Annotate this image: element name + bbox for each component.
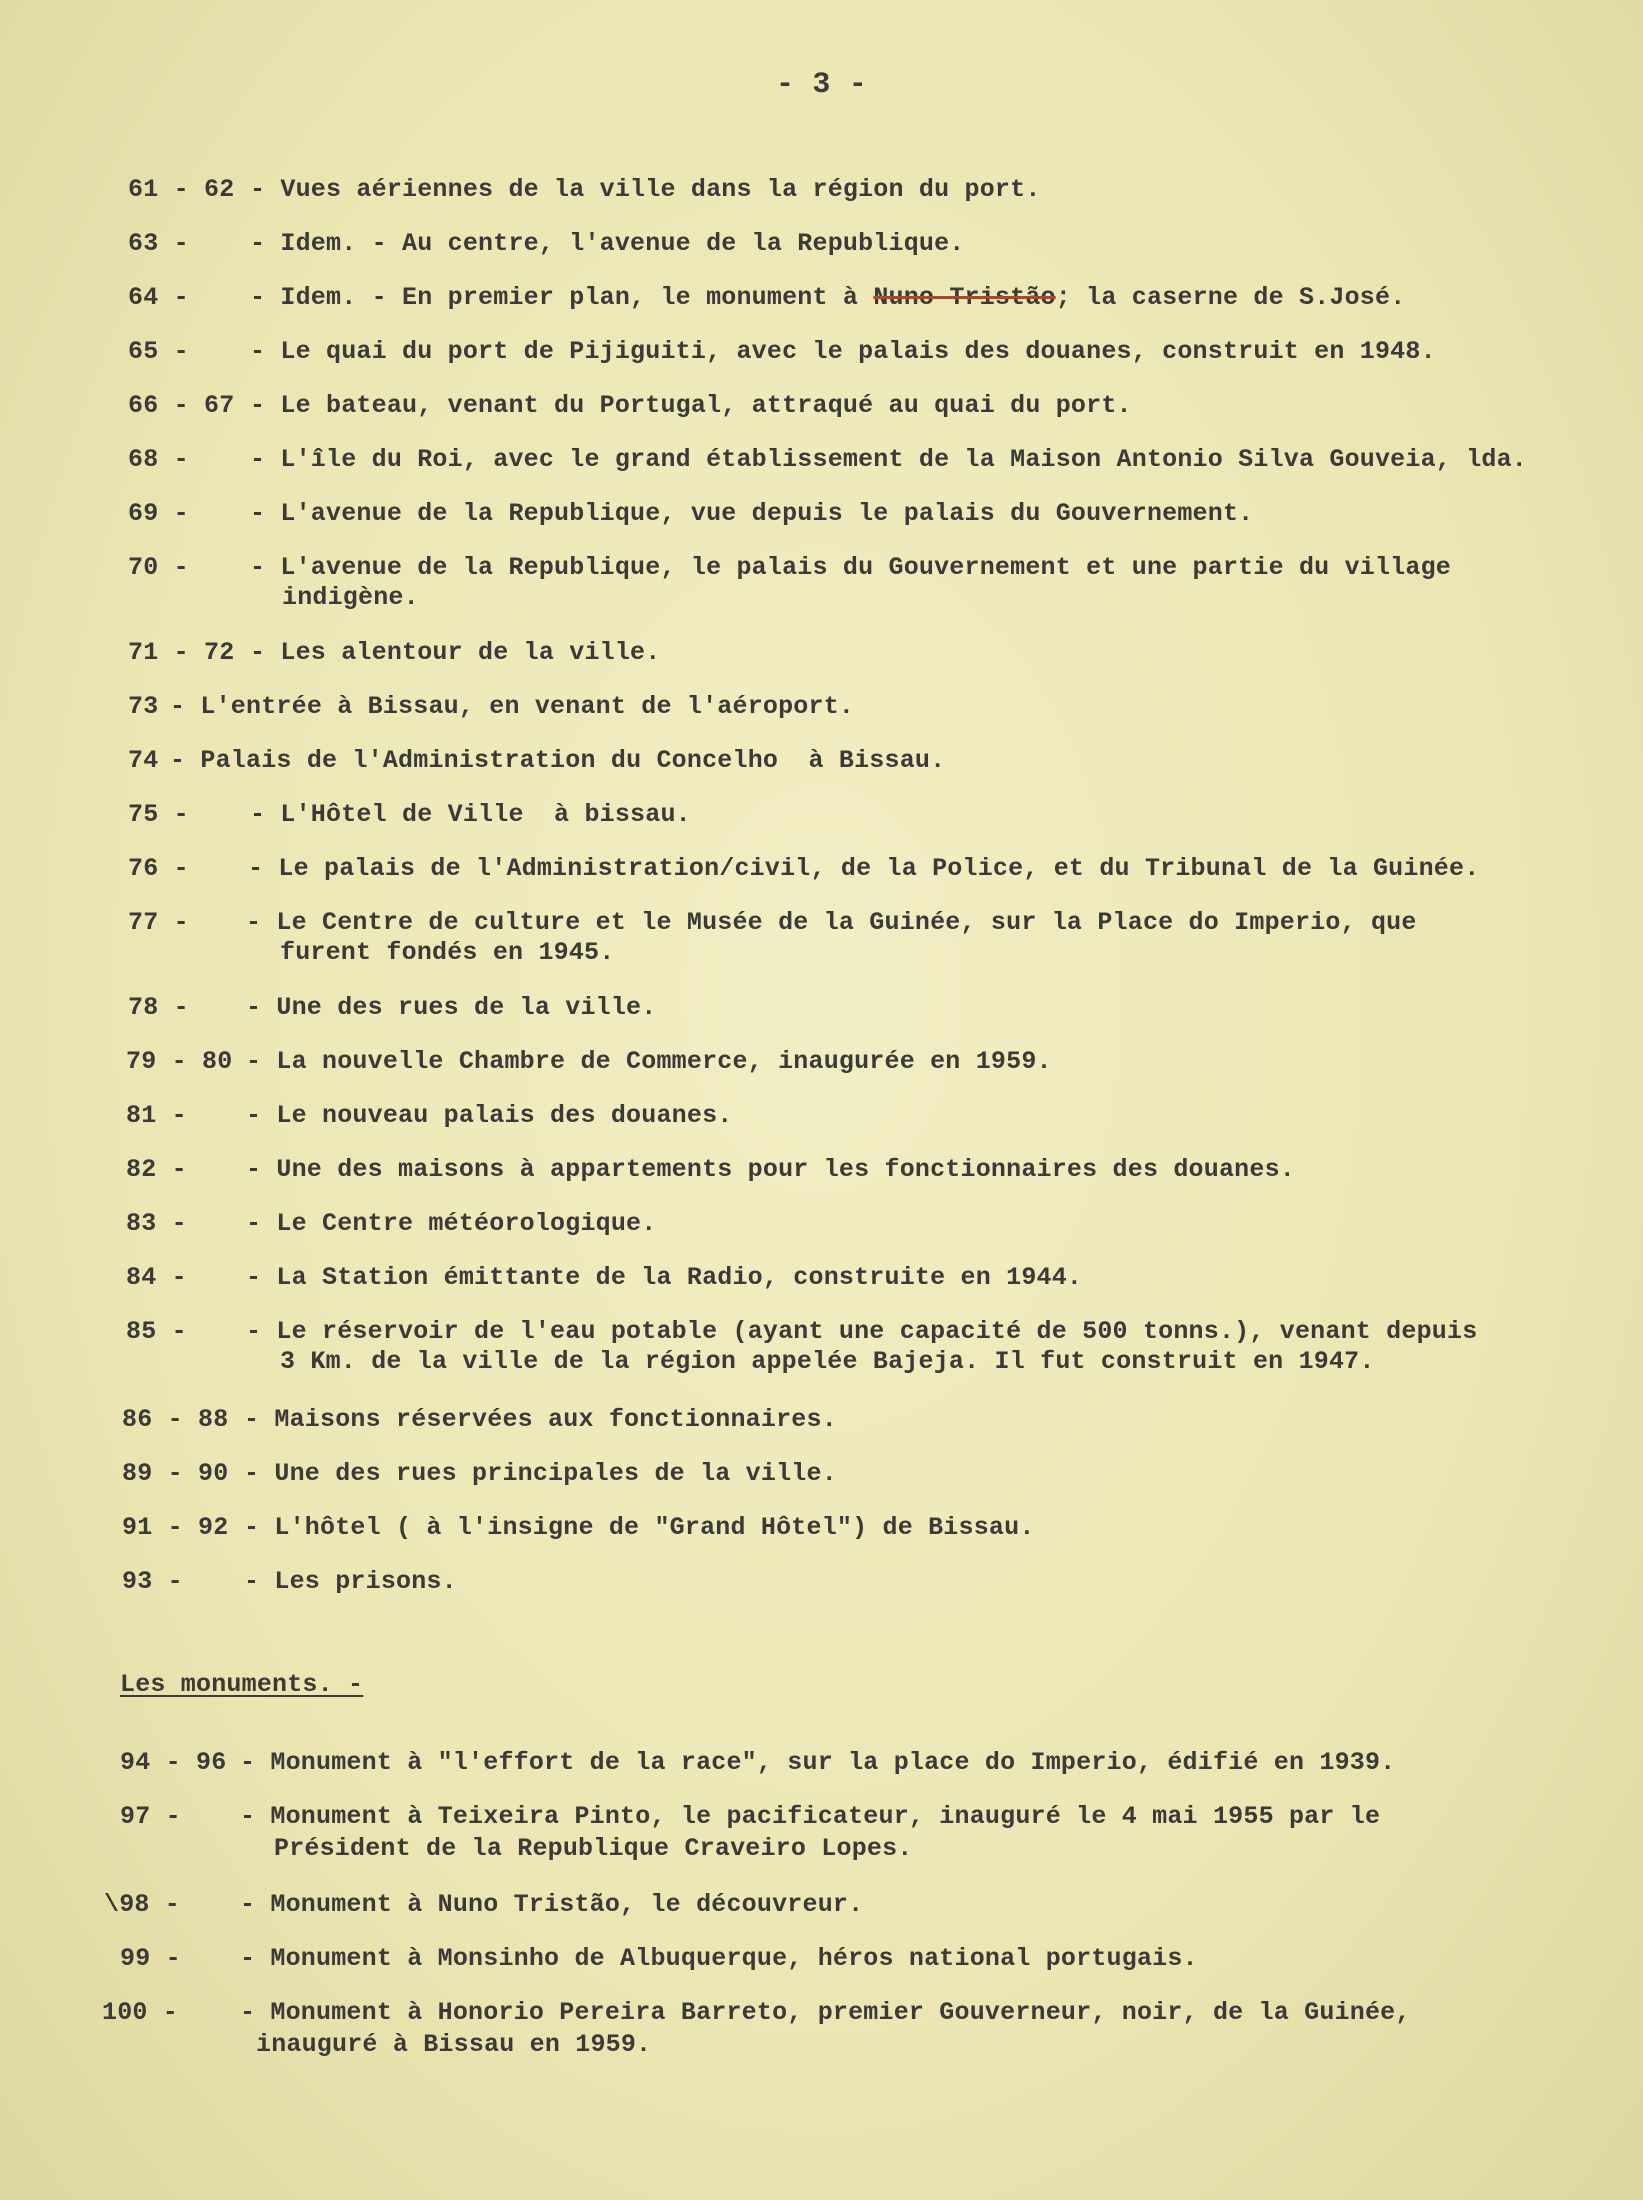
entry-text: - Palais de l'Administration du Concelho à Bissau. (170, 746, 946, 775)
entry-text: - Monument à Monsinho de Albuquerque, héros national portugais. (240, 1944, 1198, 1973)
entry-text: - Monument à Teixeira Pinto, le pacificateur, inauguré le 4 mai 1955 par le (240, 1802, 1381, 1831)
entry-number: 86 - 88 (122, 1405, 229, 1434)
entry-number: 73 (128, 692, 159, 721)
entry-text: - Idem. - En premier plan, le monument à Nuno Tristão; la caserne de S.José. (250, 283, 1406, 312)
entry-text: - Une des rues de la ville. (246, 993, 657, 1022)
entry-number: 91 - 92 (122, 1513, 229, 1542)
entry-text: - Une des maisons à appartements pour les fonctionnaires des douanes. (246, 1155, 1295, 1184)
entry-text: - L'entrée à Bissau, en venant de l'aéroport. (170, 692, 855, 721)
entry-text: - Le Centre météorologique. (246, 1209, 657, 1238)
entry-text-continuation: Président de la Republique Craveiro Lopes. (274, 1834, 913, 1863)
entry-text-continuation: furent fondés en 1945. (280, 938, 615, 967)
entry-text: - L'hôtel ( à l'insigne de "Grand Hôtel") de Bissau. (244, 1513, 1035, 1542)
entry-number: 81 - (126, 1101, 187, 1130)
entry-text: - Le quai du port de Pijiguiti, avec le palais des douanes, construit en 1948. (250, 337, 1436, 366)
entry-number: \98 - (104, 1890, 181, 1919)
section-heading: Les monuments. - (120, 1670, 364, 1699)
entry-text-continuation: inauguré à Bissau en 1959. (256, 2030, 652, 2059)
entry-number: 63 - (128, 229, 189, 258)
entry-text: - Monument à "l'effort de la race", sur la place do Imperio, édifié en 1939. (240, 1748, 1396, 1777)
entry-number: 85 - (126, 1317, 187, 1346)
entry-number: 84 - (126, 1263, 187, 1292)
entry-text: - Les alentour de la ville. (250, 638, 661, 667)
entry-number: 70 - (128, 553, 189, 582)
entry-text: - Les prisons. (244, 1567, 457, 1596)
entry-number: 89 - 90 (122, 1459, 229, 1488)
entry-number: 100 - (102, 1998, 179, 2027)
page-number: - 3 - (775, 68, 867, 102)
struck-text: Nuno Tristão (873, 283, 1056, 312)
entry-number: 61 - 62 (128, 175, 235, 204)
entry-text: - Le réservoir de l'eau potable (ayant une capacité de 500 tonns.), venant depuis (246, 1317, 1478, 1346)
entry-number: 99 - (120, 1944, 181, 1973)
entry-text: - Maisons réservées aux fonctionnaires. (244, 1405, 837, 1434)
entry-number: 78 - (128, 993, 189, 1022)
entry-text: - Le bateau, venant du Portugal, attraqué au quai du port. (250, 391, 1132, 420)
entry-text: - La Station émittante de la Radio, construite en 1944. (246, 1263, 1083, 1292)
entry-number: 76 - (128, 854, 189, 883)
entry-text: - La nouvelle Chambre de Commerce, inaugurée en 1959. (246, 1047, 1052, 1076)
entry-number: 69 - (128, 499, 189, 528)
entry-text: - Le Centre de culture et le Musée de la Guinée, sur la Place do Imperio, que (246, 908, 1417, 937)
entry-number: 83 - (126, 1209, 187, 1238)
entry-number: 74 (128, 746, 159, 775)
entry-number: 71 - 72 (128, 638, 235, 667)
entry-number: 66 - 67 (128, 391, 235, 420)
entry-number: 64 - (128, 283, 189, 312)
entry-text: - Idem. - Au centre, l'avenue de la Republique. (250, 229, 965, 258)
entry-text: - Monument à Honorio Pereira Barreto, premier Gouverneur, noir, de la Guinée, (240, 1998, 1411, 2027)
entry-text: - Le palais de l'Administration/civil, de la Police, et du Tribunal de la Guinée. (248, 854, 1480, 883)
entry-text: - L'Hôtel de Ville à bissau. (250, 800, 691, 829)
entry-text: - Le nouveau palais des douanes. (246, 1101, 733, 1130)
entry-number: 75 - (128, 800, 189, 829)
entry-number: 93 - (122, 1567, 183, 1596)
entry-text-continuation: 3 Km. de la ville de la région appelée Bajeja. Il fut construit en 1947. (280, 1347, 1375, 1376)
entry-number: 97 - (120, 1802, 181, 1831)
entry-text: - L'île du Roi, avec le grand établissement de la Maison Antonio Silva Gouveia, lda. (250, 445, 1528, 474)
entry-number: 77 - (128, 908, 189, 937)
entry-text: - Une des rues principales de la ville. (244, 1459, 837, 1488)
entry-text-continuation: indigène. (282, 583, 419, 612)
entry-number: 82 - (126, 1155, 187, 1184)
entry-text: - L'avenue de la Republique, le palais du Gouvernement et une partie du village (250, 553, 1451, 582)
entry-number: 94 - 96 (120, 1748, 227, 1777)
entry-text: - Vues aériennes de la ville dans la région du port. (250, 175, 1041, 204)
entry-number: 79 - 80 (126, 1047, 233, 1076)
entry-text: - L'avenue de la Republique, vue depuis le palais du Gouvernement. (250, 499, 1254, 528)
entry-number: 65 - (128, 337, 189, 366)
entry-number: 68 - (128, 445, 189, 474)
entry-text: - Monument à Nuno Tristão, le découvreur. (240, 1890, 864, 1919)
